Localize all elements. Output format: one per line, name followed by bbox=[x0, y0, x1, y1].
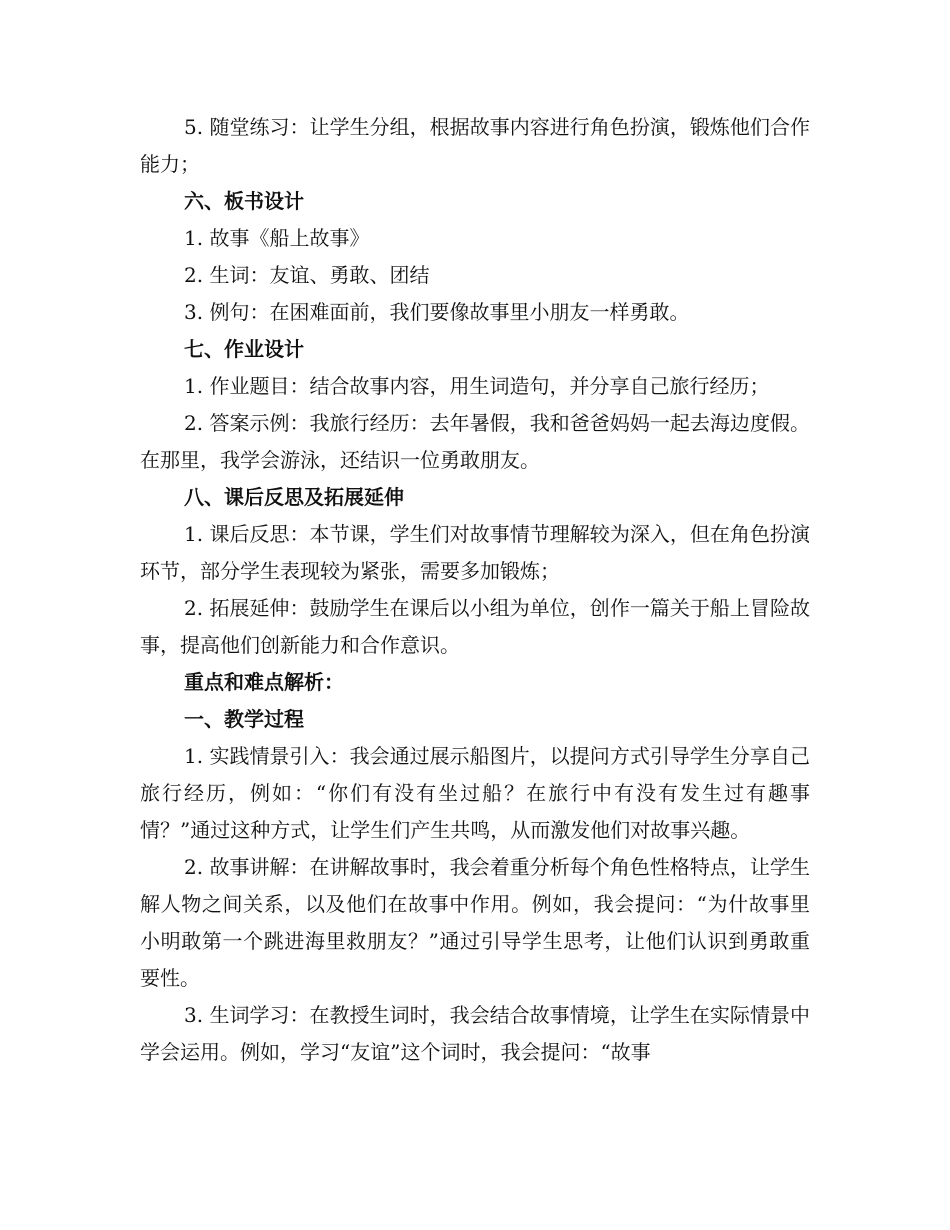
heading-teaching-process: 一、教学过程 bbox=[184, 707, 304, 731]
homework-topic: 1. 作业题目：结合故事内容，用生词造句，并分享自己旅行经历； bbox=[184, 374, 770, 398]
process-introduction: 1. 实践情景引入：我会通过展示船图片，以提问方式引导学生分享自己旅行经历，例如：“你们有没有坐过船？在旅行中有没有发生过有趣事情？”通过这种方式，让学生们产生共鸣，从而激发他们对故事兴趣。 bbox=[140, 744, 810, 842]
reflection-item: 1. 课后反思：本节课，学生们对故事情节理解较为深入，但在角色扮演环节，部分学生表现较为紧张，需要多加锻炼； bbox=[140, 522, 810, 583]
document-body bbox=[140, 109, 810, 1071]
board-item-example: 3. 例句：在困难面前，我们要像故事里小朋友一样勇敢。 bbox=[184, 300, 690, 324]
homework-answer: 2. 答案示例：我旅行经历：去年暑假，我和爸爸妈妈一起去海边度假。在那里，我学会游泳，还结识一位勇敢朋友。 bbox=[140, 411, 810, 472]
process-vocabulary: 3. 生词学习：在教授生词时，我会结合故事情境，让学生在实际情景中学会运用。例如，学习“友谊”这个词时，我会提问：“故事 bbox=[140, 1003, 810, 1064]
heading-board-design: 六、板书设计 bbox=[184, 189, 304, 213]
heading-key-points: 重点和难点解析： bbox=[184, 670, 344, 694]
heading-homework: 七、作业设计 bbox=[184, 337, 304, 361]
process-story-explanation: 2. 故事讲解：在讲解故事时，我会着重分析每个角色性格特点，让学生解人物之间关系，以及他们在故事中作用。例如，我会提问：“为什故事里小明敢第一个跳进海里救朋友？”通过引导学生思考，让他们认识到勇敢重要性。 bbox=[140, 855, 810, 990]
paragraph-practice: 5. 随堂练习：让学生分组，根据故事内容进行角色扮演，锻炼他们合作能力； bbox=[140, 115, 810, 176]
heading-reflection: 八、课后反思及拓展延伸 bbox=[184, 485, 404, 509]
board-item-vocabulary: 2. 生词：友谊、勇敢、团结 bbox=[184, 263, 430, 287]
board-item-story: 1. 故事《船上故事》 bbox=[184, 226, 370, 250]
extension-item: 2. 拓展延伸：鼓励学生在课后以小组为单位，创作一篇关于船上冒险故事，提高他们创新能力和合作意识。 bbox=[140, 596, 810, 657]
